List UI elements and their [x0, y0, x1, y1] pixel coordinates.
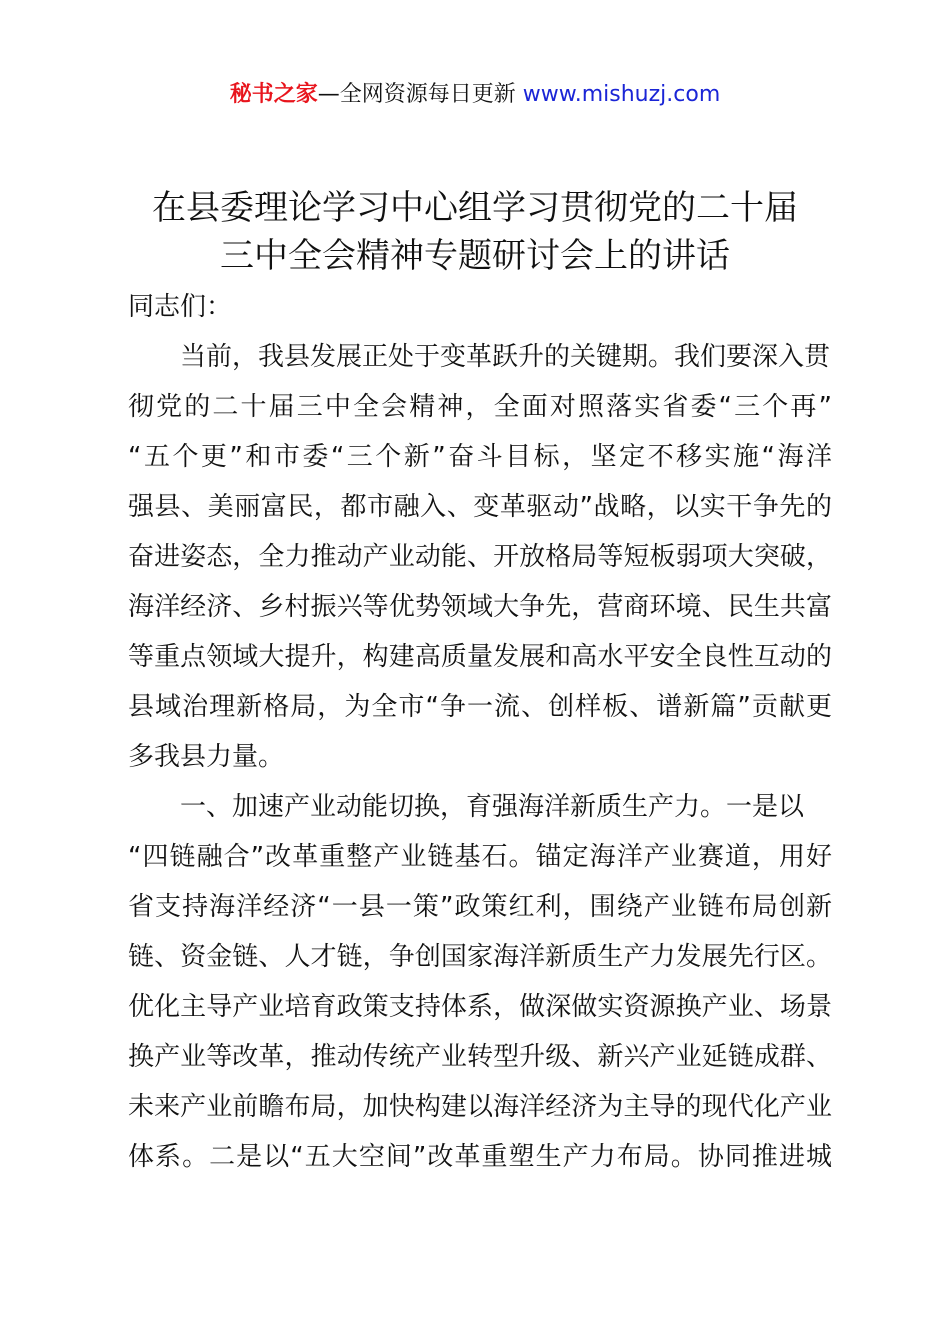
document-title	[100, 184, 850, 280]
paragraph-line: 换产业等改革，推动传统产业转型升级、新兴产业延链成群、	[128, 1042, 832, 1072]
paragraph-line: “四链融合”改革重整产业链基石。锚定海洋产业赛道，用好	[128, 842, 832, 872]
paragraph-line: 一、加速产业动能切换，育强海洋新质生产力。一是以	[180, 792, 805, 822]
paragraph-line: 海洋经济、乡村振兴等优势领域大争先，营商环境、民生共富	[128, 592, 832, 622]
paragraph-line: 省支持海洋经济“一县一策”政策红利，围绕产业链布局创新	[128, 892, 832, 922]
title-line-1: 在县委理论学习中心组学习贯彻党的二十届	[152, 188, 798, 228]
paragraph-line: 等重点领域大提升，构建高质量发展和高水平安全良性互动的	[128, 642, 832, 672]
paragraph-line: 未来产业前瞻布局，加快构建以海洋经济为主导的现代化产业	[128, 1092, 832, 1122]
paragraph-line: 强县、美丽富民，都市融入、变革驱动”战略，以实干争先的	[128, 492, 832, 522]
paragraph-line: 多我县力量。	[128, 742, 285, 772]
paragraph-line: 优化主导产业培育政策支持体系，做深做实资源换产业、场景	[128, 992, 832, 1022]
document-body	[128, 282, 832, 1182]
header-brand: 秘书之家	[229, 82, 318, 107]
paragraph-line: 链、资金链、人才链，争创国家海洋新质生产力发展先行区。	[128, 942, 832, 972]
header-slogan: —全网资源每日更新	[317, 82, 523, 107]
site-header	[0, 80, 950, 110]
paragraph-line: “五个更”和市委“三个新”奋斗目标，坚定不移实施“海洋	[128, 442, 832, 472]
salutation: 同志们：	[128, 292, 233, 322]
paragraph-line: 体系。二是以“五大空间”改革重塑生产力布局。协同推进城	[128, 1142, 832, 1172]
title-line-2: 三中全会精神专题研讨会上的讲话	[220, 236, 730, 276]
paragraph-line: 彻党的二十届三中全会精神，全面对照落实省委“三个再”	[128, 392, 832, 422]
header-url-link[interactable]: www.mishuzj.com	[522, 82, 721, 107]
paragraph-line: 县域治理新格局，为全市“争一流、创样板、谱新篇”贡献更	[128, 692, 832, 722]
paragraph-line: 奋进姿态，全力推动产业动能、开放格局等短板弱项大突破，	[128, 542, 832, 572]
paragraph-line: 当前，我县发展正处于变革跃升的关键期。我们要深入贯	[180, 342, 831, 372]
